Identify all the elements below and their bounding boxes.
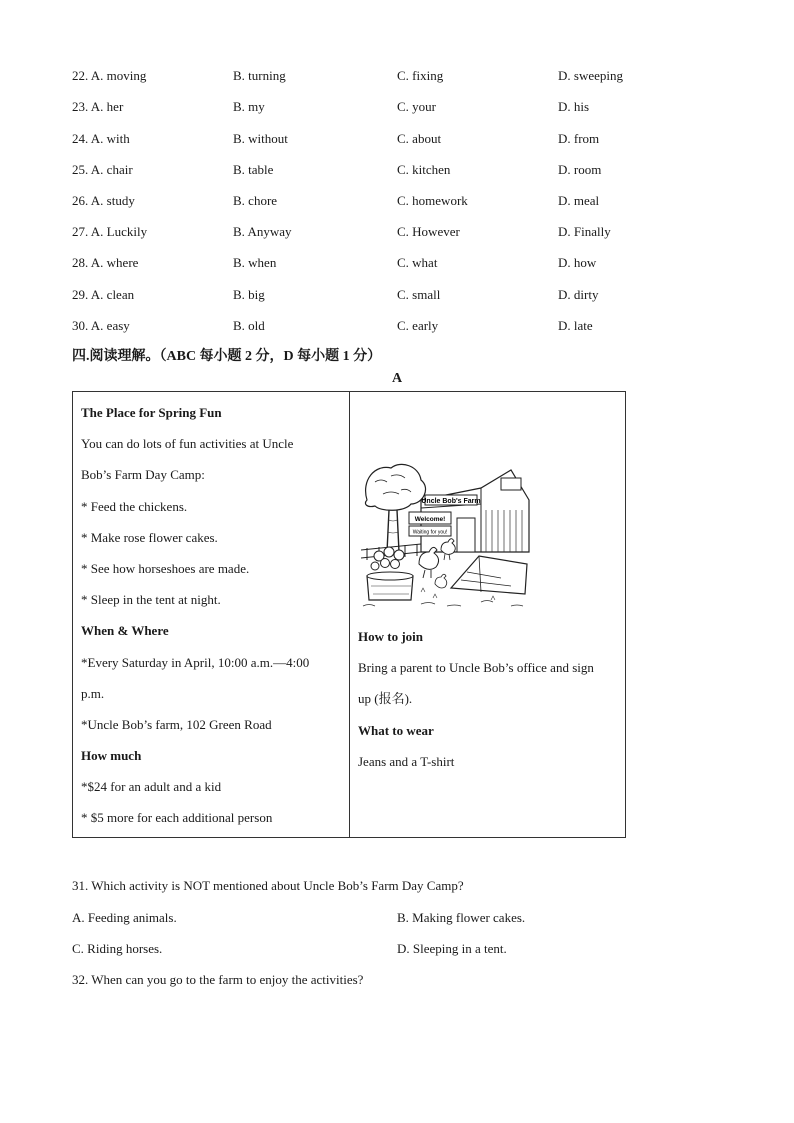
waiting-text: Waiting for you! <box>412 529 448 536</box>
option-row <box>72 131 712 151</box>
option-row <box>72 287 712 307</box>
option-b: B. when <box>233 255 277 270</box>
ad-price: * $5 more for each additional person <box>81 810 273 826</box>
when-where-heading: When & Where <box>81 623 169 639</box>
section-title: 四.阅读理解。（ABC 每小题 2 分，D 每小题 1 分） <box>72 349 382 364</box>
ad-location: *Uncle Bob’s farm, 102 Green Road <box>81 716 272 732</box>
farm-sign-text: Uncle Bob's Farm <box>421 498 481 505</box>
option-d: D. sweeping <box>558 68 623 83</box>
option-c: C. early <box>397 318 439 333</box>
option-a: 28. A. where <box>72 255 139 270</box>
option-a: 22. A. moving <box>72 68 147 83</box>
answer-choice-c: C. Riding horses. <box>72 941 163 956</box>
option-a: 25. A. chair <box>72 162 133 177</box>
how-much-heading: How much <box>81 748 142 764</box>
column-divider <box>349 392 350 837</box>
ad-time: p.m. <box>81 685 105 701</box>
option-row <box>72 99 712 119</box>
answer-choice-d: D. Sleeping in a tent. <box>397 941 507 956</box>
option-d: D. dirty <box>558 287 599 302</box>
option-d: D. his <box>558 99 590 114</box>
ad-intro: You can do lots of fun activities at Uncle <box>81 436 294 452</box>
how-to-join-heading: How to join <box>358 629 423 644</box>
option-row <box>72 224 712 244</box>
ad-right-text <box>358 626 620 782</box>
option-c: C. fixing <box>397 68 444 83</box>
option-b: B. my <box>233 99 265 114</box>
ad-title: The Place for Spring Fun <box>81 405 222 420</box>
option-c: C. kitchen <box>397 162 451 177</box>
option-d: D. from <box>558 131 600 146</box>
option-row <box>72 162 712 182</box>
option-d: D. Finally <box>558 224 611 239</box>
option-a: 24. A. with <box>72 131 130 146</box>
option-a: 30. A. easy <box>72 318 130 333</box>
option-c: C. small <box>397 287 441 302</box>
option-a: 27. A. Luckily <box>72 224 148 239</box>
option-c: C. about <box>397 131 442 146</box>
ad-time: *Every Saturday in April, 10:00 a.m.—4:00 <box>81 654 310 670</box>
passage-label: A <box>391 371 403 386</box>
wear-info: Jeans and a T-shirt <box>358 753 455 769</box>
option-a: 26. A. study <box>72 193 135 208</box>
option-row <box>72 68 712 88</box>
option-row <box>72 255 712 275</box>
question-32: 32. When can you go to the farm to enjoy the activities? <box>72 972 364 987</box>
ad-price: *$24 for an adult and a kid <box>81 779 222 795</box>
option-b: B. turning <box>233 68 286 83</box>
option-d: D. meal <box>558 193 600 208</box>
ad-left-column <box>81 402 343 839</box>
join-info: Bring a parent to Uncle Bob’s office and sign <box>358 660 594 676</box>
join-info: up (报名). <box>358 691 413 707</box>
option-d: D. room <box>558 162 602 177</box>
ad-right-column <box>358 392 620 837</box>
option-b: B. big <box>233 287 265 302</box>
option-c: C. your <box>397 99 436 114</box>
welcome-text: Welcome! <box>414 516 446 523</box>
option-c: C. However <box>397 224 460 239</box>
advertisement-box <box>72 391 626 838</box>
ad-activity: * Feed the chickens. <box>81 498 188 514</box>
ad-activity: * See how horseshoes are made. <box>81 560 250 576</box>
answer-choice-a: A. Feeding animals. <box>72 910 177 925</box>
option-c: C. homework <box>397 193 468 208</box>
ad-intro: Bob’s Farm Day Camp: <box>81 467 205 483</box>
farm-illustration <box>361 460 531 610</box>
ad-activity: * Sleep in the tent at night. <box>81 592 221 608</box>
question-31: 31. Which activity is NOT mentioned about Uncle Bob’s Farm Day Camp? <box>72 878 464 893</box>
ad-activity: * Make rose flower cakes. <box>81 529 218 545</box>
option-b: B. without <box>233 131 288 146</box>
option-a: 29. A. clean <box>72 287 135 302</box>
answer-choice-b: B. Making flower cakes. <box>397 910 526 925</box>
option-d: D. late <box>558 318 593 333</box>
option-a: 23. A. her <box>72 99 124 114</box>
option-b: B. Anyway <box>233 224 292 239</box>
option-b: B. old <box>233 318 265 333</box>
option-row <box>72 193 712 213</box>
option-c: C. what <box>397 255 438 270</box>
option-b: B. chore <box>233 193 278 208</box>
option-row <box>72 318 712 338</box>
what-to-wear-heading: What to wear <box>358 722 434 738</box>
option-d: D. how <box>558 255 597 270</box>
option-b: B. table <box>233 162 274 177</box>
